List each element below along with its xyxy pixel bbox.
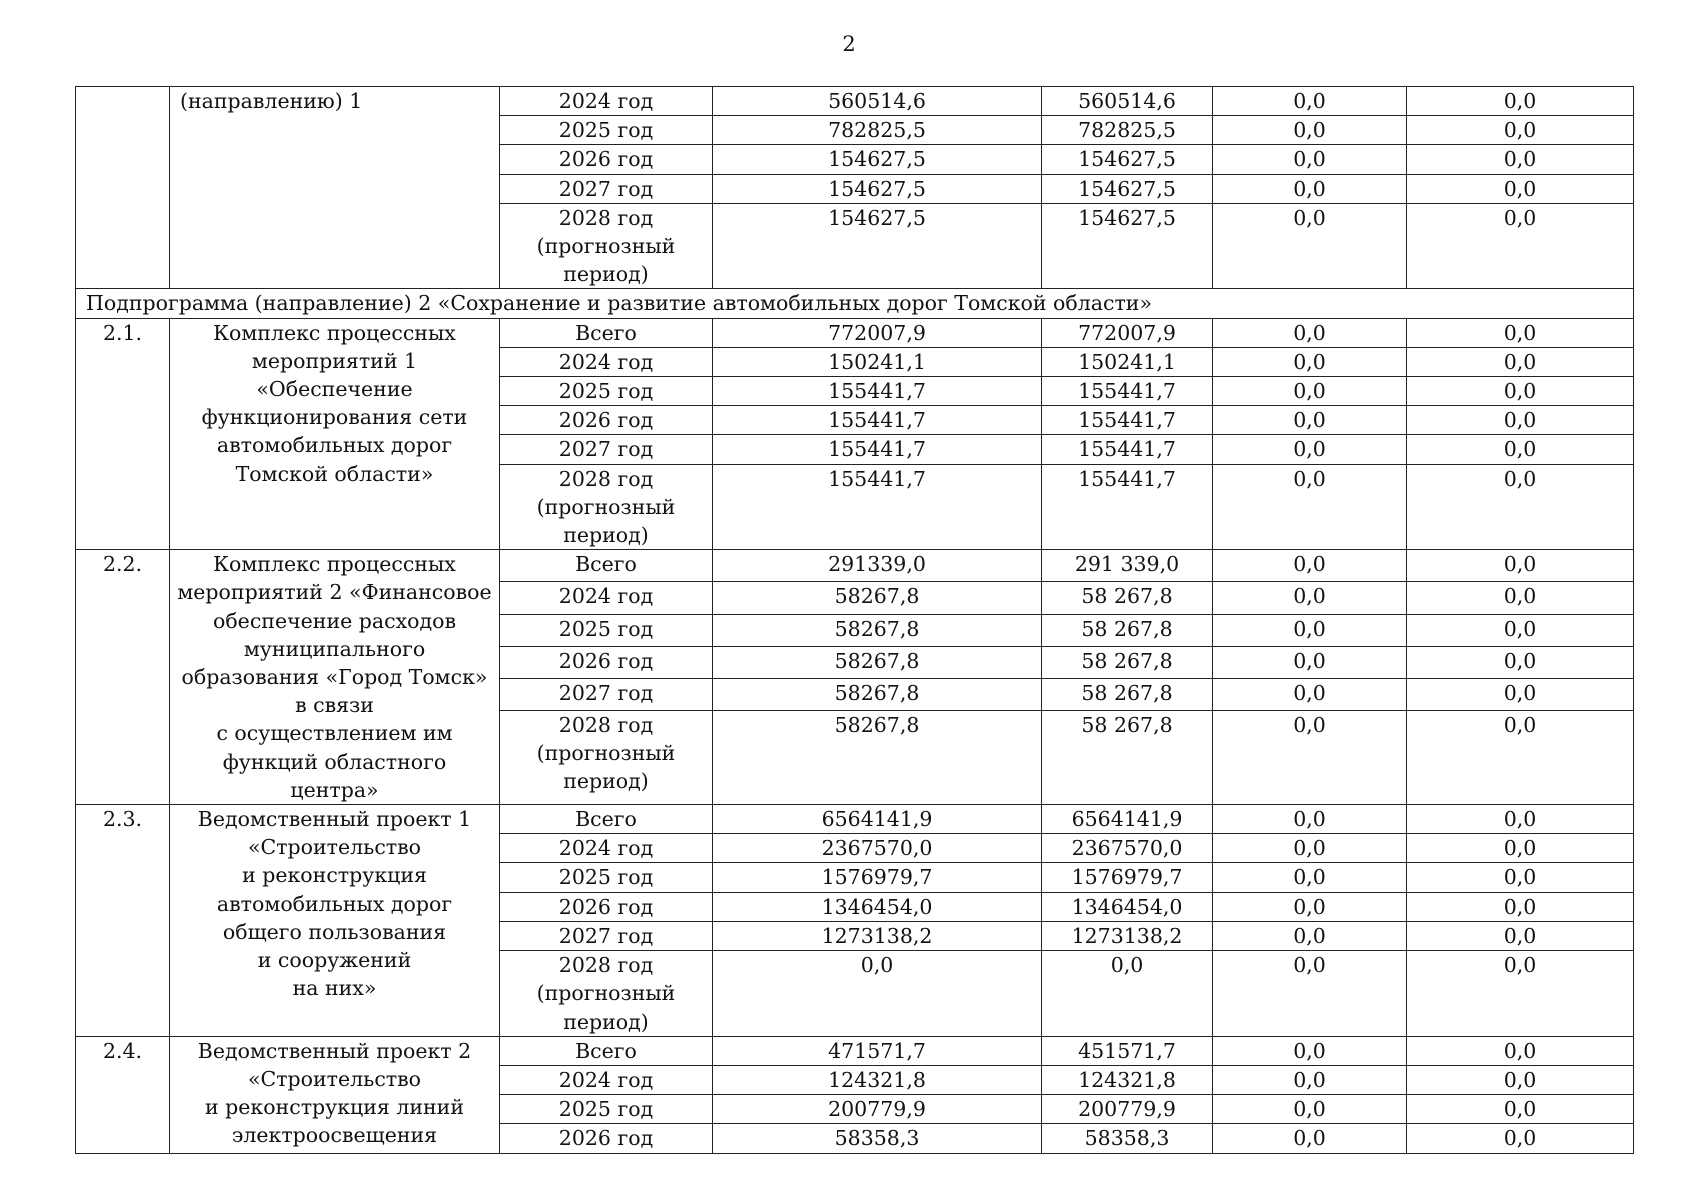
- value-cell: 58267,8: [713, 646, 1042, 678]
- value-cell: 471571,7: [713, 1036, 1042, 1065]
- value-cell: 1576979,7: [1042, 863, 1213, 892]
- value-cell: 155441,7: [1042, 377, 1213, 406]
- period-line: 2024 год: [558, 584, 654, 609]
- value-cell: 0,0: [1213, 406, 1407, 435]
- row-name-line: с осуществлением им: [216, 721, 453, 746]
- row-name-line: на них»: [292, 976, 377, 1001]
- period-line: 2028 год: [558, 953, 654, 978]
- value-cell: 0,0: [1042, 951, 1213, 1037]
- value-cell: 0,0: [1407, 710, 1634, 804]
- period-cell: [500, 377, 713, 406]
- value-cell: 560514,6: [1042, 87, 1213, 116]
- value-cell: 0,0: [1213, 582, 1407, 614]
- value-cell: 2367570,0: [1042, 834, 1213, 863]
- period-line: 2026 год: [558, 894, 654, 919]
- value-cell: 0,0: [713, 951, 1042, 1037]
- value-cell: 0,0: [1407, 347, 1634, 376]
- value-cell: 0,0: [1213, 951, 1407, 1037]
- period-line: (прогнозный: [536, 981, 676, 1006]
- row-name-line: автомобильных дорог: [216, 891, 453, 916]
- period-line: 2027 год: [558, 437, 654, 462]
- period-cell: [500, 1124, 713, 1153]
- value-cell: 0,0: [1213, 1065, 1407, 1094]
- period-line: 2027 год: [558, 176, 654, 201]
- value-cell: 0,0: [1213, 863, 1407, 892]
- period-cell: [500, 614, 713, 646]
- period-line: 2025 год: [558, 118, 654, 143]
- value-cell: 0,0: [1407, 614, 1634, 646]
- value-cell: 0,0: [1407, 464, 1634, 550]
- value-cell: 0,0: [1213, 614, 1407, 646]
- period-cell: [500, 318, 713, 347]
- value-cell: 200779,9: [1042, 1095, 1213, 1124]
- period-cell: [500, 145, 713, 174]
- period-line: период): [563, 262, 649, 287]
- value-cell: 58267,8: [713, 614, 1042, 646]
- value-cell: 0,0: [1407, 550, 1634, 582]
- row-name-line: электроосвещения: [231, 1123, 438, 1148]
- row-name-line: «Строительство: [247, 835, 422, 860]
- value-cell: 0,0: [1407, 1065, 1634, 1094]
- value-cell: 0,0: [1407, 834, 1634, 863]
- period-line: 2027 год: [558, 923, 654, 948]
- row-name-cell: [170, 550, 500, 805]
- row-name-line: и реконструкция: [242, 863, 427, 888]
- period-line: 2026 год: [558, 147, 654, 172]
- row-name-cell: [170, 87, 500, 289]
- row-number-cell: 2.2.: [76, 550, 170, 805]
- value-cell: 0,0: [1213, 892, 1407, 921]
- value-cell: 2367570,0: [713, 834, 1042, 863]
- value-cell: 0,0: [1407, 892, 1634, 921]
- value-cell: 1576979,7: [713, 863, 1042, 892]
- value-cell: 0,0: [1213, 435, 1407, 464]
- period-line: 2024 год: [558, 349, 654, 374]
- table-row: [76, 805, 1634, 834]
- row-number-cell: 2.4.: [76, 1036, 170, 1153]
- row-name-line: «Обеспечение: [256, 377, 413, 402]
- period-line: 2026 год: [558, 1126, 654, 1151]
- value-cell: 6564141,9: [713, 805, 1042, 834]
- value-cell: 58 267,8: [1042, 678, 1213, 710]
- period-cell: [500, 347, 713, 376]
- subprogram-title: Подпрограмма (направление) 2 «Сохранение и развитие автомобильных дорог Томской области»: [76, 289, 1634, 318]
- period-cell: [500, 805, 713, 834]
- table-row: [76, 318, 1634, 347]
- row-number-cell: 2.3.: [76, 805, 170, 1037]
- period-cell: [500, 203, 713, 289]
- row-name-line: муниципального: [243, 636, 426, 661]
- value-cell: 0,0: [1213, 377, 1407, 406]
- value-cell: 0,0: [1213, 464, 1407, 550]
- value-cell: 1273138,2: [713, 921, 1042, 950]
- value-cell: 291 339,0: [1042, 550, 1213, 582]
- value-cell: 124321,8: [713, 1065, 1042, 1094]
- value-cell: 0,0: [1407, 174, 1634, 203]
- period-line: 2028 год: [558, 205, 654, 230]
- value-cell: 0,0: [1213, 834, 1407, 863]
- row-name-line: автомобильных дорог: [216, 433, 453, 458]
- period-cell: [500, 951, 713, 1037]
- value-cell: 155441,7: [713, 377, 1042, 406]
- period-line: (прогнозный: [536, 494, 676, 519]
- row-name-line: Комплекс процессных: [213, 320, 456, 345]
- value-cell: 150241,1: [713, 347, 1042, 376]
- value-cell: 0,0: [1407, 678, 1634, 710]
- period-line: 2028 год: [558, 466, 654, 491]
- row-name-line: функций областного центра»: [222, 749, 447, 802]
- period-line: 2026 год: [558, 408, 654, 433]
- value-cell: 0,0: [1407, 951, 1634, 1037]
- period-line: 2024 год: [558, 1067, 654, 1092]
- value-cell: 0,0: [1407, 1124, 1634, 1153]
- value-cell: 0,0: [1213, 116, 1407, 145]
- value-cell: 58358,3: [1042, 1124, 1213, 1153]
- value-cell: 6564141,9: [1042, 805, 1213, 834]
- value-cell: 0,0: [1213, 678, 1407, 710]
- period-cell: [500, 582, 713, 614]
- value-cell: 58267,8: [713, 678, 1042, 710]
- value-cell: 155441,7: [1042, 406, 1213, 435]
- period-line: (прогнозный: [536, 234, 676, 259]
- value-cell: 155441,7: [713, 464, 1042, 550]
- period-line: период): [563, 1009, 649, 1034]
- value-cell: 0,0: [1407, 406, 1634, 435]
- row-name-line: Комплекс процессных: [213, 552, 456, 577]
- period-line: 2026 год: [558, 648, 654, 673]
- period-line: (прогнозный: [536, 741, 676, 766]
- period-line: 2025 год: [558, 1097, 654, 1122]
- value-cell: 1346454,0: [1042, 892, 1213, 921]
- value-cell: 154627,5: [1042, 203, 1213, 289]
- value-cell: 0,0: [1407, 203, 1634, 289]
- period-cell: [500, 892, 713, 921]
- value-cell: 0,0: [1213, 318, 1407, 347]
- value-cell: 0,0: [1213, 1095, 1407, 1124]
- value-cell: 782825,5: [713, 116, 1042, 145]
- period-cell: [500, 834, 713, 863]
- period-cell: [500, 646, 713, 678]
- value-cell: 150241,1: [1042, 347, 1213, 376]
- value-cell: 0,0: [1407, 1095, 1634, 1124]
- value-cell: 154627,5: [713, 174, 1042, 203]
- value-cell: 0,0: [1213, 805, 1407, 834]
- value-cell: 154627,5: [1042, 174, 1213, 203]
- subprogram-row: [76, 289, 1634, 318]
- value-cell: 0,0: [1213, 145, 1407, 174]
- value-cell: 155441,7: [1042, 435, 1213, 464]
- period-cell: [500, 863, 713, 892]
- value-cell: 0,0: [1407, 435, 1634, 464]
- period-cell: [500, 678, 713, 710]
- period-line: Всего: [575, 807, 637, 832]
- period-line: 2024 год: [558, 89, 654, 113]
- value-cell: 0,0: [1407, 646, 1634, 678]
- value-cell: 0,0: [1213, 174, 1407, 203]
- row-name-line: общего пользования: [222, 919, 447, 944]
- period-line: 2025 год: [558, 865, 654, 890]
- value-cell: 0,0: [1213, 710, 1407, 804]
- value-cell: 1273138,2: [1042, 921, 1213, 950]
- row-name-line: «Строительство: [247, 1066, 422, 1091]
- period-cell: [500, 116, 713, 145]
- value-cell: 560514,6: [713, 87, 1042, 116]
- row-name-line: и реконструкция линий: [204, 1095, 465, 1120]
- value-cell: 772007,9: [1042, 318, 1213, 347]
- period-line: 2024 год: [558, 836, 654, 861]
- value-cell: 0,0: [1407, 145, 1634, 174]
- table-row: [76, 87, 1634, 116]
- page-number: 2: [842, 32, 856, 56]
- row-name-line: мероприятий 2 «Финансовое: [177, 580, 492, 605]
- table-row: [76, 550, 1634, 582]
- value-cell: 0,0: [1407, 1036, 1634, 1065]
- row-name-line: обеспечение расходов: [213, 608, 456, 633]
- period-cell: [500, 406, 713, 435]
- value-cell: 155441,7: [1042, 464, 1213, 550]
- value-cell: 154627,5: [1042, 145, 1213, 174]
- value-cell: 58267,8: [713, 710, 1042, 804]
- row-name-line: Томской области»: [235, 461, 434, 486]
- value-cell: 0,0: [1213, 646, 1407, 678]
- value-cell: 0,0: [1407, 805, 1634, 834]
- value-cell: 58267,8: [713, 582, 1042, 614]
- period-cell: [500, 87, 713, 116]
- value-cell: 155441,7: [713, 406, 1042, 435]
- value-cell: 451571,7: [1042, 1036, 1213, 1065]
- period-cell: [500, 435, 713, 464]
- value-cell: 124321,8: [1042, 1065, 1213, 1094]
- value-cell: 58 267,8: [1042, 646, 1213, 678]
- period-cell: [500, 550, 713, 582]
- value-cell: 0,0: [1407, 377, 1634, 406]
- value-cell: 200779,9: [713, 1095, 1042, 1124]
- value-cell: 0,0: [1213, 87, 1407, 116]
- budget-table: [75, 86, 1634, 1154]
- value-cell: 1346454,0: [713, 892, 1042, 921]
- row-name-cell: [170, 318, 500, 550]
- value-cell: 0,0: [1407, 921, 1634, 950]
- period-line: Всего: [575, 320, 637, 345]
- row-name-line: образования «Город Томск»: [181, 665, 488, 690]
- period-line: Всего: [575, 552, 637, 577]
- value-cell: 0,0: [1407, 582, 1634, 614]
- period-line: 2025 год: [558, 616, 654, 641]
- value-cell: 782825,5: [1042, 116, 1213, 145]
- value-cell: 0,0: [1407, 318, 1634, 347]
- period-line: период): [563, 769, 649, 794]
- period-cell: [500, 710, 713, 804]
- period-line: 2027 год: [558, 680, 654, 705]
- period-cell: [500, 1065, 713, 1094]
- row-name-line: в связи: [295, 693, 374, 718]
- value-cell: 0,0: [1407, 87, 1634, 116]
- row-number-cell: 2.1.: [76, 318, 170, 550]
- period-line: 2025 год: [558, 379, 654, 404]
- value-cell: 772007,9: [713, 318, 1042, 347]
- row-number-cell: [76, 87, 170, 289]
- value-cell: 154627,5: [713, 145, 1042, 174]
- period-line: период): [563, 523, 649, 548]
- row-name-line: Ведомственный проект 1: [197, 807, 472, 832]
- value-cell: 0,0: [1213, 1036, 1407, 1065]
- value-cell: 0,0: [1213, 921, 1407, 950]
- value-cell: 0,0: [1407, 116, 1634, 145]
- row-name-line: Ведомственный проект 2: [197, 1038, 472, 1063]
- value-cell: 58 267,8: [1042, 614, 1213, 646]
- period-line: 2028 год: [558, 712, 654, 737]
- period-cell: [500, 174, 713, 203]
- period-line: Всего: [575, 1038, 637, 1063]
- period-cell: [500, 1036, 713, 1065]
- value-cell: 155441,7: [713, 435, 1042, 464]
- period-cell: [500, 464, 713, 550]
- row-name-cell: [170, 805, 500, 1037]
- value-cell: 58 267,8: [1042, 710, 1213, 804]
- period-cell: [500, 1095, 713, 1124]
- row-name-line: (направлению) 1: [180, 89, 363, 113]
- value-cell: 0,0: [1213, 550, 1407, 582]
- value-cell: 0,0: [1213, 1124, 1407, 1153]
- period-cell: [500, 921, 713, 950]
- row-name-line: и сооружений: [257, 948, 412, 973]
- row-name-line: мероприятий 1: [251, 348, 418, 373]
- value-cell: 0,0: [1407, 863, 1634, 892]
- value-cell: 58 267,8: [1042, 582, 1213, 614]
- table-row: [76, 1036, 1634, 1065]
- row-name-line: функционирования сети: [201, 405, 468, 430]
- row-name-cell: [170, 1036, 500, 1153]
- value-cell: 0,0: [1213, 203, 1407, 289]
- value-cell: 0,0: [1213, 347, 1407, 376]
- value-cell: 58358,3: [713, 1124, 1042, 1153]
- value-cell: 154627,5: [713, 203, 1042, 289]
- value-cell: 291339,0: [713, 550, 1042, 582]
